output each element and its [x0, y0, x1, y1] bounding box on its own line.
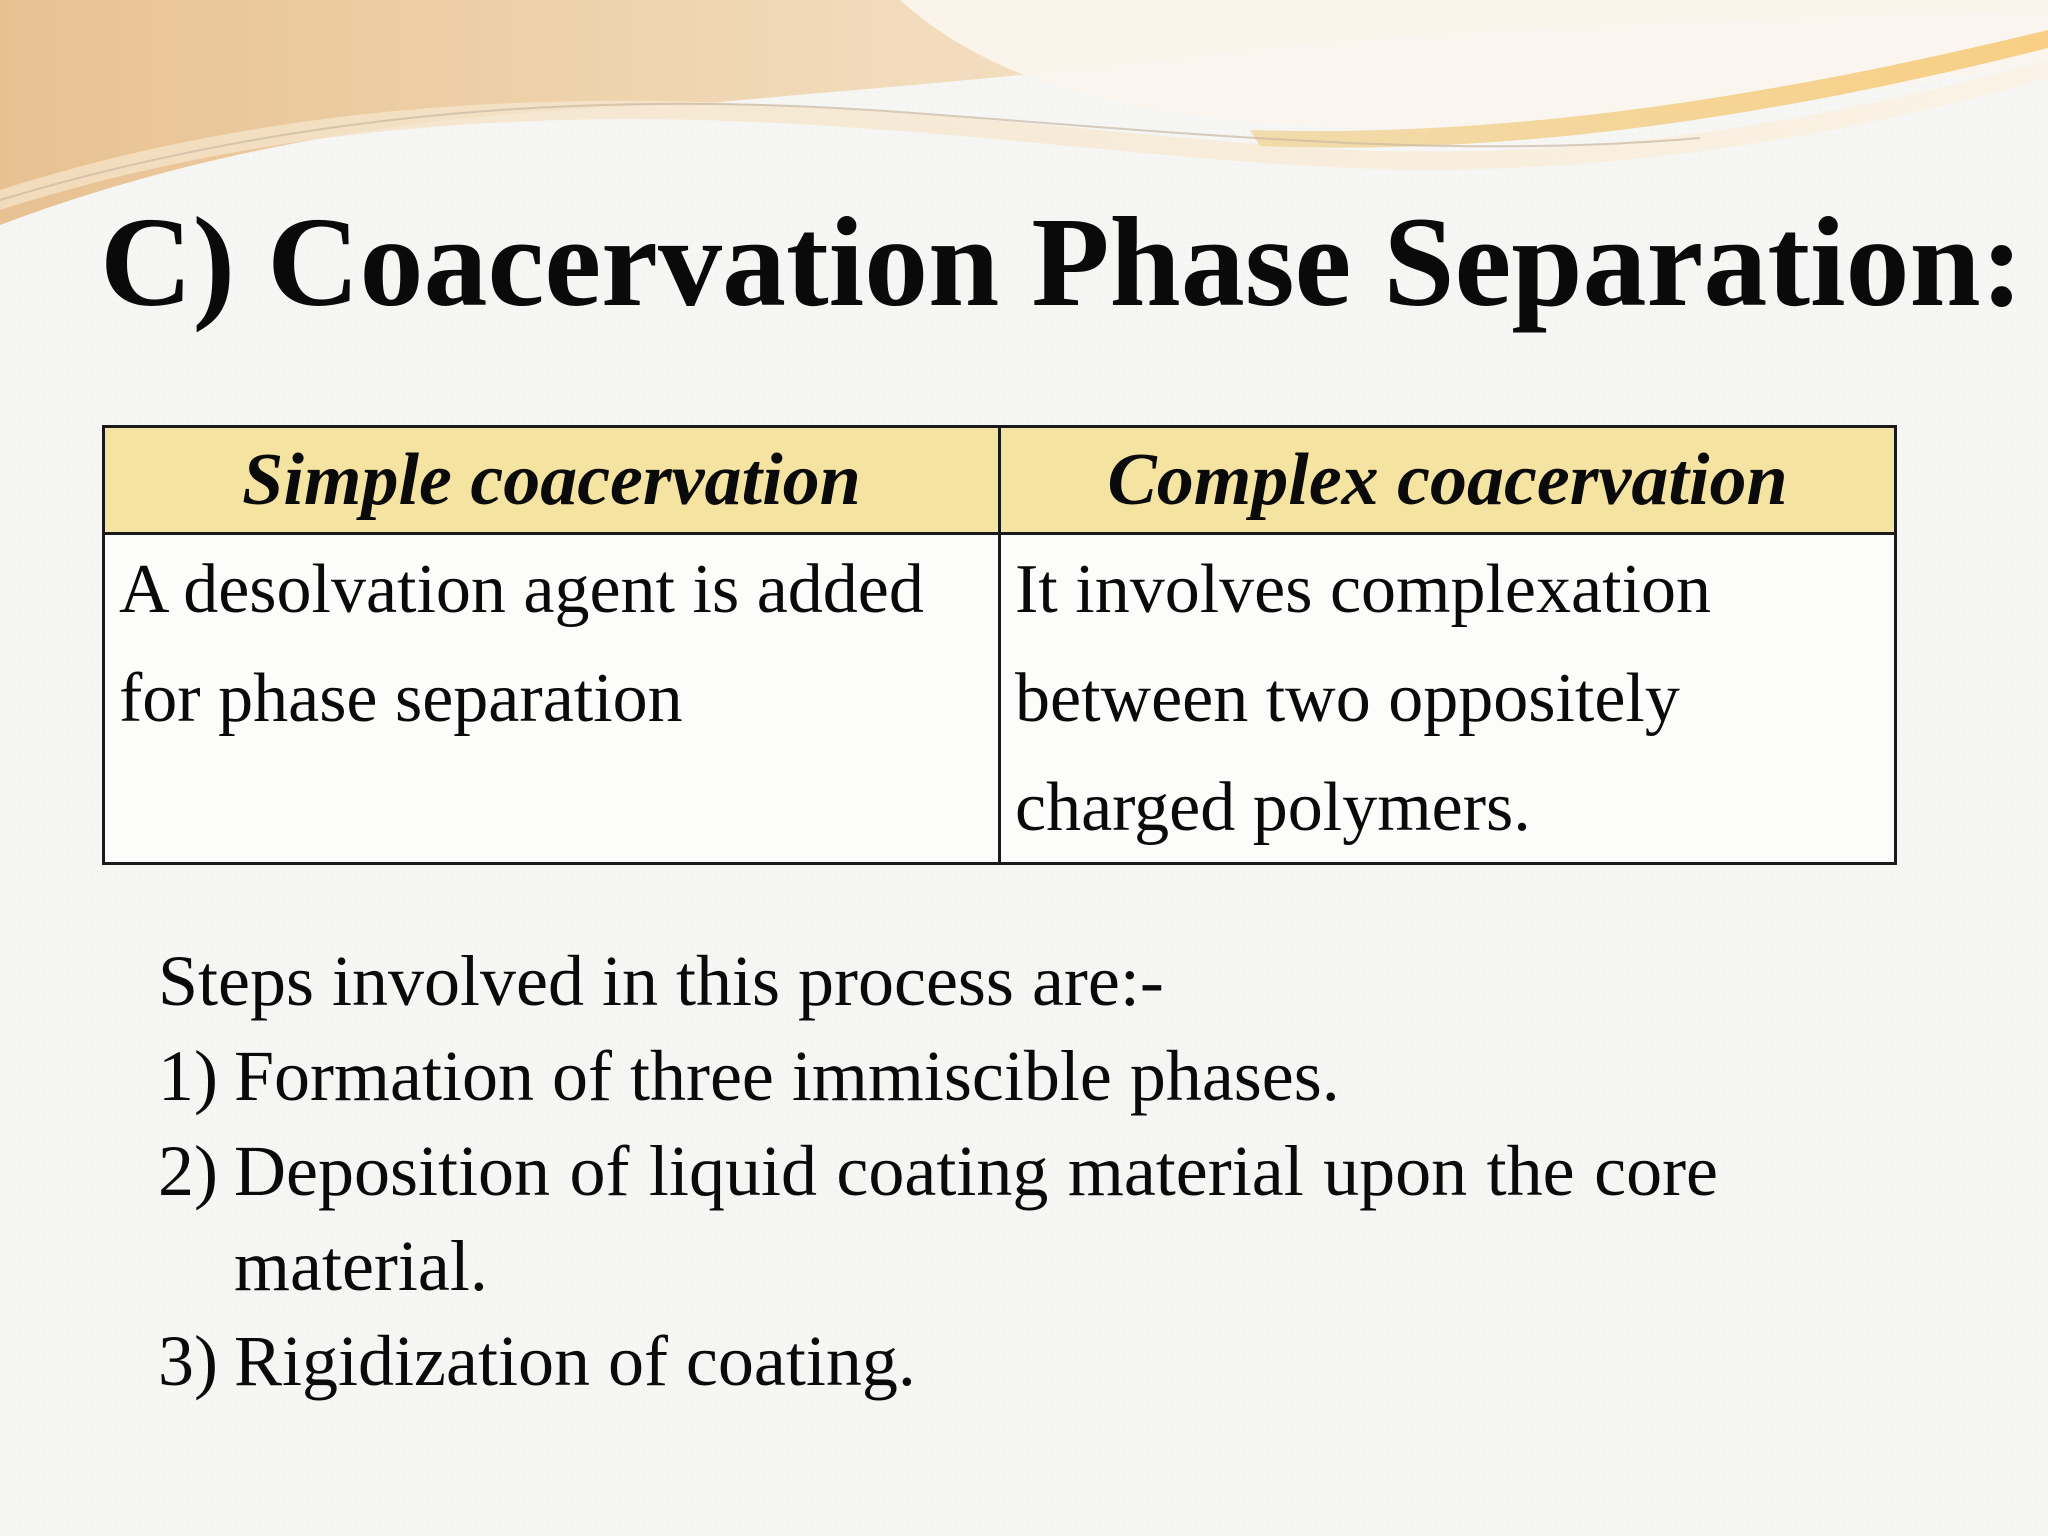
steps-intro: Steps involved in this process are:-	[158, 941, 1164, 1021]
step-text: Rigidization of coating.	[234, 1321, 916, 1401]
header-complex-coacervation: Complex coacervation	[1000, 427, 1896, 534]
cell-simple-text: A desolvation agent is added for phase separation	[119, 551, 924, 737]
table-row	[104, 534, 1896, 864]
step-number: 1)	[158, 1036, 218, 1116]
step-text: Deposition of liquid coating material upon the core material.	[234, 1131, 1718, 1306]
list-item	[158, 1314, 1718, 1409]
cell-complex-description	[1000, 534, 1896, 864]
table-header-row	[104, 427, 1896, 534]
step-number: 3)	[158, 1321, 218, 1401]
slide-title: C) Coacervation Phase Separation:	[100, 191, 2024, 333]
steps-list	[158, 934, 1718, 1409]
list-item	[158, 1029, 1718, 1124]
step-text: Formation of three immiscible phases.	[234, 1036, 1340, 1116]
list-item	[158, 1124, 1718, 1314]
cell-simple-description	[104, 534, 1000, 864]
cell-complex-text: It involves complexation between two oppositely charged polymers.	[1015, 551, 1711, 846]
step-number: 2)	[158, 1131, 218, 1211]
header-simple-coacervation: Simple coacervation	[104, 427, 1000, 534]
comparison-table	[102, 425, 1897, 865]
